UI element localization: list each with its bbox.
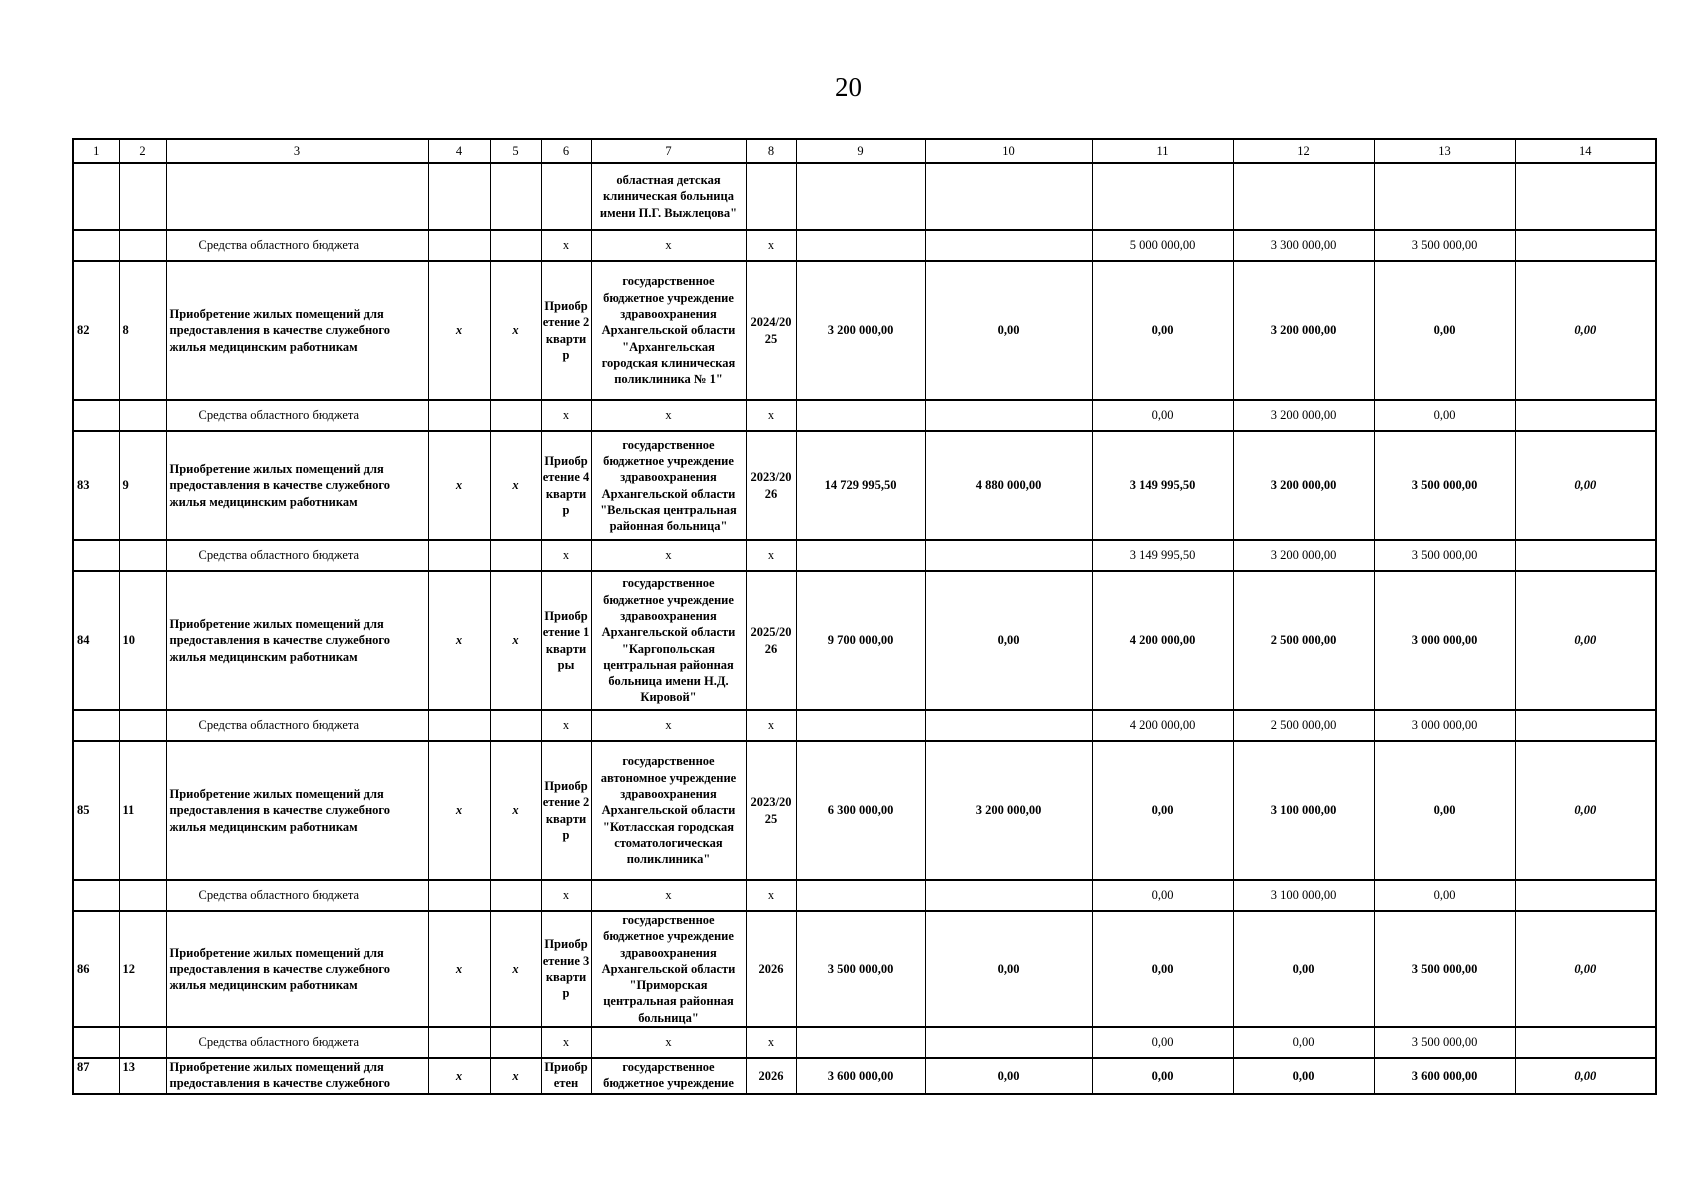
empty-cell	[428, 400, 490, 431]
funding-source-row	[73, 400, 1656, 431]
row-number: 85	[73, 741, 119, 880]
empty-cell	[1515, 880, 1656, 911]
x-mark: x	[428, 571, 490, 710]
x-mark: x	[490, 911, 541, 1027]
amount-cell: 4 880 000,00	[925, 431, 1092, 540]
amount-cell: 3 500 000,00	[1374, 230, 1515, 261]
funding-source-row	[73, 880, 1656, 911]
institution-cell: государственное автономное учреждение здравоохранения Архангельской области "Котласская городская стоматологическая поликлиника"	[591, 741, 746, 880]
amount-cell: 0,00	[925, 261, 1092, 400]
column-number: 13	[1374, 139, 1515, 163]
empty-cell	[1233, 163, 1374, 230]
project-row	[73, 741, 1656, 880]
period-cell: 2025/2026	[746, 571, 796, 710]
empty-cell	[73, 230, 119, 261]
empty-cell	[73, 163, 119, 230]
empty-cell	[541, 163, 591, 230]
empty-cell	[796, 880, 925, 911]
funding-source-row	[73, 540, 1656, 571]
funding-source-row	[73, 710, 1656, 741]
amount-cell: 0,00	[1515, 911, 1656, 1027]
column-number: 12	[1233, 139, 1374, 163]
amount-cell: 3 200 000,00	[1233, 261, 1374, 400]
project-name: Приобретение жилых помещений для предоставления в качестве служебного	[166, 1058, 428, 1094]
item-number: 8	[119, 261, 166, 400]
amount-cell: 3 000 000,00	[1374, 571, 1515, 710]
empty-cell	[925, 540, 1092, 571]
project-row	[73, 1058, 1656, 1094]
empty-cell	[925, 1027, 1092, 1058]
institution-cell: государственное бюджетное учреждение здравоохранения Архангельской области "Приморская центральная районная больница"	[591, 911, 746, 1027]
amount-cell: 3 100 000,00	[1233, 880, 1374, 911]
amount-cell: 3 200 000,00	[1233, 400, 1374, 431]
column-number: 6	[541, 139, 591, 163]
amount-cell: 0,00	[1233, 1027, 1374, 1058]
empty-cell	[796, 400, 925, 431]
empty-cell	[119, 163, 166, 230]
empty-cell	[428, 710, 490, 741]
amount-cell: 0,00	[1374, 261, 1515, 400]
x-mark: x	[591, 540, 746, 571]
stage-cell: Приобретение 4 квартир	[541, 431, 591, 540]
project-row	[73, 261, 1656, 400]
empty-cell	[428, 1027, 490, 1058]
amount-cell: 3 500 000,00	[1374, 431, 1515, 540]
period-cell: 2024/2025	[746, 261, 796, 400]
funding-source-label: Средства областного бюджета	[166, 710, 428, 741]
x-mark: x	[746, 710, 796, 741]
amount-cell: 3 600 000,00	[1374, 1058, 1515, 1094]
amount-cell: 0,00	[925, 571, 1092, 710]
project-name: Приобретение жилых помещений для предоставления в качестве служебного жилья медицинским работникам	[166, 261, 428, 400]
empty-cell	[490, 230, 541, 261]
page-number: 20	[835, 72, 862, 102]
stage-cell: Приобретение 1 квартиры	[541, 571, 591, 710]
funding-source-label: Средства областного бюджета	[166, 400, 428, 431]
empty-cell	[490, 163, 541, 230]
amount-cell: 3 200 000,00	[1233, 540, 1374, 571]
empty-cell	[1374, 163, 1515, 230]
empty-cell	[746, 163, 796, 230]
column-number: 10	[925, 139, 1092, 163]
stage-cell: Приобретение 3 квартир	[541, 911, 591, 1027]
amount-cell: 0,00	[1374, 880, 1515, 911]
project-name: Приобретение жилых помещений для предоставления в качестве служебного жилья медицинским работникам	[166, 431, 428, 540]
column-number: 5	[490, 139, 541, 163]
empty-cell	[490, 1027, 541, 1058]
institution-cell: государственное бюджетное учреждение здравоохранения Архангельской области "Вельская центральная районная больница"	[591, 431, 746, 540]
x-mark: x	[541, 540, 591, 571]
institution-cell: государственное бюджетное учреждение	[591, 1058, 746, 1094]
x-mark: x	[428, 431, 490, 540]
empty-cell	[1515, 1027, 1656, 1058]
column-number: 7	[591, 139, 746, 163]
stage-cell: Приобретение 2 квартир	[541, 261, 591, 400]
x-mark: x	[746, 400, 796, 431]
total-amount: 3 600 000,00	[796, 1058, 925, 1094]
amount-cell: 0,00	[1374, 400, 1515, 431]
item-number: 12	[119, 911, 166, 1027]
empty-cell	[119, 710, 166, 741]
x-mark: x	[490, 1058, 541, 1094]
x-mark: x	[490, 431, 541, 540]
x-mark: x	[591, 880, 746, 911]
empty-cell	[796, 540, 925, 571]
amount-cell: 0,00	[925, 1058, 1092, 1094]
amount-cell: 3 200 000,00	[1233, 431, 1374, 540]
empty-cell	[490, 710, 541, 741]
empty-cell	[428, 163, 490, 230]
row-number: 82	[73, 261, 119, 400]
project-name: Приобретение жилых помещений для предоставления в качестве служебного жилья медицинским работникам	[166, 741, 428, 880]
continuation-row	[73, 163, 1656, 230]
x-mark: x	[591, 710, 746, 741]
amount-cell: 2 500 000,00	[1233, 571, 1374, 710]
funding-source-row	[73, 1027, 1656, 1058]
stage-cell: Приобретен	[541, 1058, 591, 1094]
empty-cell	[73, 540, 119, 571]
x-mark: x	[746, 880, 796, 911]
amount-cell: 0,00	[1374, 741, 1515, 880]
empty-cell	[73, 880, 119, 911]
empty-cell	[119, 1027, 166, 1058]
empty-cell	[119, 400, 166, 431]
amount-cell: 0,00	[925, 911, 1092, 1027]
item-number: 10	[119, 571, 166, 710]
empty-cell	[490, 880, 541, 911]
x-mark: x	[746, 230, 796, 261]
x-mark: x	[428, 1058, 490, 1094]
x-mark: x	[490, 741, 541, 880]
institution-cell: государственное бюджетное учреждение здравоохранения Архангельской области "Архангельская городская клиническая поликлиника № 1"	[591, 261, 746, 400]
column-number: 14	[1515, 139, 1656, 163]
empty-cell	[428, 880, 490, 911]
x-mark: x	[591, 1027, 746, 1058]
empty-cell	[925, 163, 1092, 230]
x-mark: x	[746, 1027, 796, 1058]
amount-cell: 0,00	[1233, 1058, 1374, 1094]
amount-cell: 0,00	[1092, 911, 1233, 1027]
funding-source-label: Средства областного бюджета	[166, 230, 428, 261]
empty-cell	[925, 710, 1092, 741]
project-name: Приобретение жилых помещений для предоставления в качестве служебного жилья медицинским работникам	[166, 571, 428, 710]
total-amount: 6 300 000,00	[796, 741, 925, 880]
empty-cell	[428, 230, 490, 261]
funding-source-label: Средства областного бюджета	[166, 880, 428, 911]
funding-source-label: Средства областного бюджета	[166, 540, 428, 571]
amount-cell: 0,00	[1515, 1058, 1656, 1094]
row-number: 86	[73, 911, 119, 1027]
x-mark: x	[428, 261, 490, 400]
institution-cell: государственное бюджетное учреждение здравоохранения Архангельской области "Каргопольская центральная районная больница имени Н.Д. Кировой"	[591, 571, 746, 710]
total-amount: 3 500 000,00	[796, 911, 925, 1027]
item-number: 11	[119, 741, 166, 880]
empty-cell	[796, 1027, 925, 1058]
amount-cell: 3 100 000,00	[1233, 741, 1374, 880]
empty-cell	[428, 540, 490, 571]
period-cell: 2026	[746, 1058, 796, 1094]
amount-cell: 0,00	[1233, 911, 1374, 1027]
empty-cell	[1515, 230, 1656, 261]
amount-cell: 3 149 995,50	[1092, 431, 1233, 540]
x-mark: x	[591, 400, 746, 431]
amount-cell: 5 000 000,00	[1092, 230, 1233, 261]
empty-cell	[73, 1027, 119, 1058]
amount-cell: 3 500 000,00	[1374, 911, 1515, 1027]
total-amount: 14 729 995,50	[796, 431, 925, 540]
empty-cell	[490, 540, 541, 571]
amount-cell: 3 000 000,00	[1374, 710, 1515, 741]
empty-cell	[925, 230, 1092, 261]
amount-cell: 0,00	[1092, 400, 1233, 431]
amount-cell: 3 200 000,00	[925, 741, 1092, 880]
budget-table	[72, 138, 1657, 1095]
column-number: 1	[73, 139, 119, 163]
empty-cell	[925, 880, 1092, 911]
period-cell: 2023/2026	[746, 431, 796, 540]
empty-cell	[73, 710, 119, 741]
amount-cell: 4 200 000,00	[1092, 710, 1233, 741]
project-name: Приобретение жилых помещений для предоставления в качестве служебного жилья медицинским работникам	[166, 911, 428, 1027]
item-number: 9	[119, 431, 166, 540]
stage-cell: Приобретение 2 квартир	[541, 741, 591, 880]
amount-cell: 0,00	[1092, 741, 1233, 880]
row-number: 87	[73, 1058, 119, 1094]
x-mark: x	[591, 230, 746, 261]
x-mark: x	[541, 880, 591, 911]
amount-cell: 2 500 000,00	[1233, 710, 1374, 741]
empty-cell	[796, 230, 925, 261]
amount-cell: 0,00	[1092, 261, 1233, 400]
empty-cell	[1515, 163, 1656, 230]
x-mark: x	[490, 261, 541, 400]
column-number-row	[73, 139, 1656, 163]
funding-source-label: Средства областного бюджета	[166, 1027, 428, 1058]
empty-cell	[119, 880, 166, 911]
amount-cell: 3 500 000,00	[1374, 1027, 1515, 1058]
empty-cell	[119, 230, 166, 261]
empty-cell	[1515, 540, 1656, 571]
item-number: 13	[119, 1058, 166, 1094]
period-cell: 2023/2025	[746, 741, 796, 880]
amount-cell: 3 149 995,50	[1092, 540, 1233, 571]
column-number: 11	[1092, 139, 1233, 163]
empty-cell	[119, 540, 166, 571]
x-mark: x	[541, 400, 591, 431]
empty-cell	[166, 163, 428, 230]
amount-cell: 3 500 000,00	[1374, 540, 1515, 571]
column-number: 4	[428, 139, 490, 163]
empty-cell	[925, 400, 1092, 431]
empty-cell	[490, 400, 541, 431]
project-row	[73, 431, 1656, 540]
amount-cell: 0,00	[1092, 880, 1233, 911]
amount-cell: 0,00	[1092, 1027, 1233, 1058]
x-mark: x	[541, 230, 591, 261]
x-mark: x	[428, 741, 490, 880]
x-mark: x	[428, 911, 490, 1027]
amount-cell: 0,00	[1515, 571, 1656, 710]
institution-cell: областная детская клиническая больница имени П.Г. Выжлецова"	[591, 163, 746, 230]
x-mark: x	[746, 540, 796, 571]
amount-cell: 0,00	[1092, 1058, 1233, 1094]
total-amount: 3 200 000,00	[796, 261, 925, 400]
period-cell: 2026	[746, 911, 796, 1027]
amount-cell: 4 200 000,00	[1092, 571, 1233, 710]
column-number: 8	[746, 139, 796, 163]
column-number: 3	[166, 139, 428, 163]
empty-cell	[1515, 400, 1656, 431]
empty-cell	[1515, 710, 1656, 741]
x-mark: x	[490, 571, 541, 710]
empty-cell	[1092, 163, 1233, 230]
empty-cell	[796, 163, 925, 230]
project-row	[73, 911, 1656, 1027]
x-mark: x	[541, 710, 591, 741]
column-number: 9	[796, 139, 925, 163]
project-row	[73, 571, 1656, 710]
empty-cell	[73, 400, 119, 431]
amount-cell: 0,00	[1515, 741, 1656, 880]
row-number: 84	[73, 571, 119, 710]
x-mark: x	[541, 1027, 591, 1058]
empty-cell	[796, 710, 925, 741]
row-number: 83	[73, 431, 119, 540]
amount-cell: 3 300 000,00	[1233, 230, 1374, 261]
column-number: 2	[119, 139, 166, 163]
total-amount: 9 700 000,00	[796, 571, 925, 710]
amount-cell: 0,00	[1515, 261, 1656, 400]
funding-source-row	[73, 230, 1656, 261]
amount-cell: 0,00	[1515, 431, 1656, 540]
